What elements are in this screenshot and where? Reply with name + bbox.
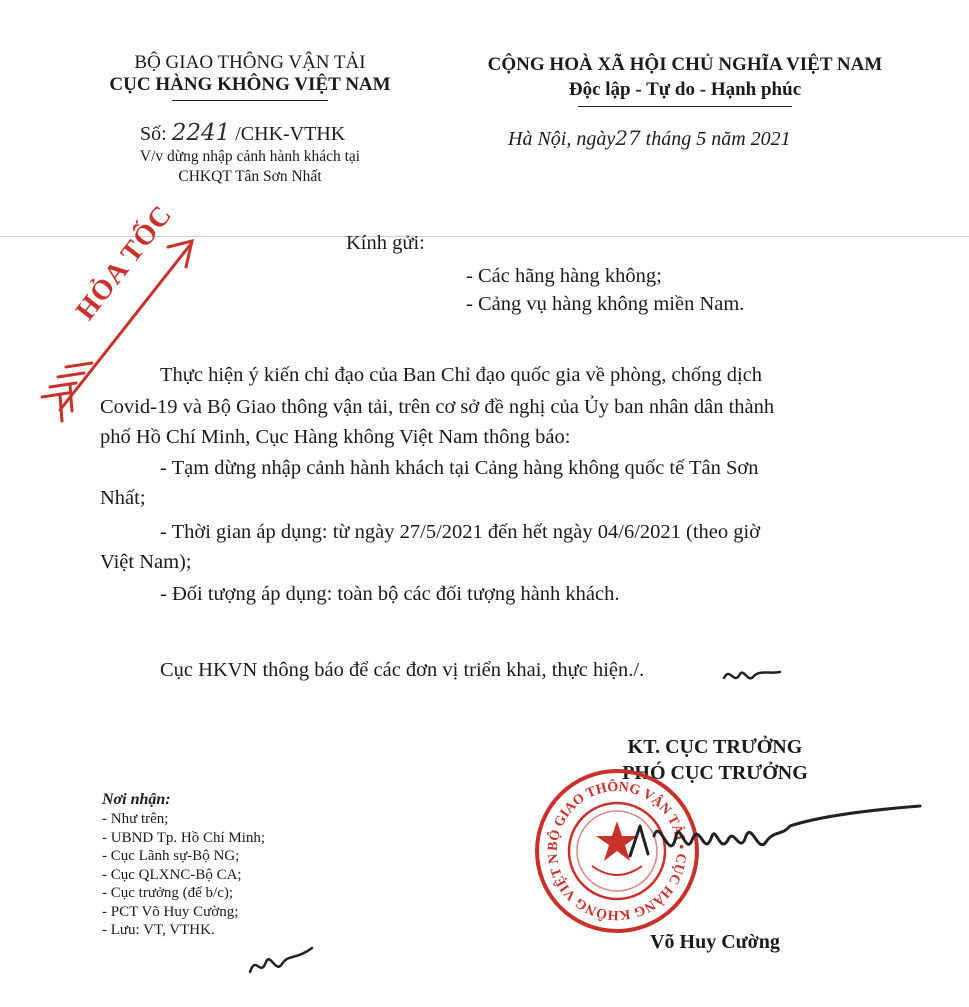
motto-underline [578,106,792,107]
date-prefix: Hà Nội, ngày [508,128,616,150]
greeting-label: Kính gửi: [346,232,425,254]
body-paragraph-line-1: Thực hiện ý kiến chỉ đạo của Ban Chỉ đạo quốc gia về phòng, chống dịch [160,364,763,386]
greeting-recipient-2: - Cảng vụ hàng không miền Nam. [466,293,745,315]
bullet-1-line-2: Nhất; [100,487,146,509]
number-suffix: /CHK-VTHK [235,123,346,145]
ministry-name: BỘ GIAO THÔNG VẬN TẢI [134,52,366,73]
agency-name: CỤC HÀNG KHÔNG VIỆT NAM [109,74,391,95]
body-paragraph-line-2: Covid-19 và Bộ Giao thông vận tải, trên cơ sở đề nghị của Ủy ban nhân dân thành [100,396,775,418]
country-name: CỘNG HOÀ XÃ HỘI CHỦ NGHĨA VIỆT NAM [487,54,883,75]
seal-ring-text: BỘ GIAO THÔNG VẬN TẢI • CỤC HÀNG KHÔNG VIỆT NAM [525,755,689,923]
bullet-2-line-2: Việt Nam); [100,551,192,573]
signature-handwritten [620,796,920,886]
signer-name: Võ Huy Cường [650,931,780,953]
issue-date [508,126,791,151]
recipient-item: - Như trên; [102,811,169,827]
recipient-item: - Cục QLXNC-Bộ CA; [102,866,242,883]
recipient-item: - Cục Lãnh sự-Bộ NG; [102,848,240,864]
subject-line-1: V/v dừng nhập cảnh hành khách tại [139,148,361,165]
recipient-item: - PCT Võ Huy Cường; [102,903,239,920]
document-number [140,120,345,146]
recipients-block [102,790,265,940]
signature-title-2: PHÓ CỤC TRƯỞNG [622,762,808,784]
number-prefix: Số: [140,123,167,145]
subject-line-2: CHKQT Tân Sơn Nhất [178,168,322,185]
urgent-stamp [20,199,240,425]
recipient-item: - Cục trưởng (để b/c); [102,885,234,901]
recipient-item: - Lưu: VT, VTHK. [102,922,215,938]
initials-mark [722,664,782,688]
date-day-handwritten: 27 [615,126,641,150]
recipients-title: Nơi nhận: [102,791,171,808]
date-suffix: tháng 5 năm 2021 [645,128,791,150]
number-handwritten: 2241 [171,120,231,146]
bullet-2-line-1: - Thời gian áp dụng: từ ngày 27/5/2021 đến hết ngày 04/6/2021 (theo giờ [160,521,761,543]
closing-line: Cục HKVN thông báo để các đơn vị triển khai, thực hiện./. [160,659,645,681]
bullet-3: - Đối tượng áp dụng: toàn bộ các đối tượng hành khách. [160,583,620,605]
recipient-item: - UBND Tp. Hồ Chí Minh; [102,829,266,846]
agency-underline [172,100,328,101]
bullet-1-line-1: - Tạm dừng nhập cảnh hành khách tại Cảng hàng không quốc tế Tân Sơn [160,457,759,479]
body-paragraph-line-3: phố Hồ Chí Minh, Cục Hàng không Việt Nam thông báo: [100,426,571,448]
urgent-stamp-text: HỎA TỐC [70,199,179,327]
national-motto: Độc lập - Tự do - Hạnh phúc [568,79,802,100]
signature-title-1: KT. CỤC TRƯỞNG [627,736,803,758]
archive-initials-mark [246,944,316,984]
greeting-recipient-1: - Các hãng hàng không; [466,265,662,287]
